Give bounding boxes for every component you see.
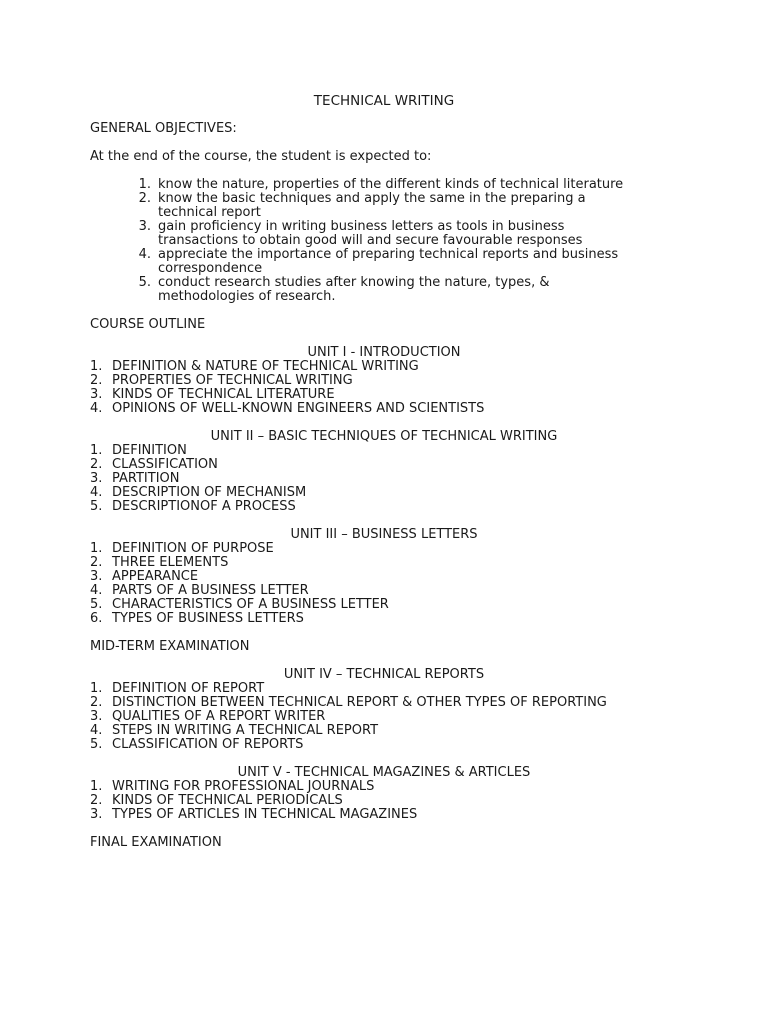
document-title: TECHNICAL WRITING xyxy=(313,93,455,109)
item-number: 2. xyxy=(90,793,103,808)
item-text: DEFINITION xyxy=(112,443,187,458)
item-text: KINDS OF TECHNICAL PERIODICALS xyxy=(112,793,343,808)
objective-text-continued: transactions to obtain good will and secure favourable responses xyxy=(158,233,583,248)
item-text: THREE ELEMENTS xyxy=(112,555,229,570)
unit-title: UNIT II – BASIC TECHNIQUES OF TECHNICAL WRITING xyxy=(210,429,558,444)
objective-text: gain proficiency in writing business letters as tools in business xyxy=(158,219,565,234)
intro-text: At the end of the course, the student is expected to: xyxy=(90,149,432,164)
item-number: 1. xyxy=(90,359,103,374)
item-text: DEFINITION OF PURPOSE xyxy=(112,541,274,556)
item-text: TYPES OF ARTICLES IN TECHNICAL MAGAZINES xyxy=(112,807,418,822)
item-text: PROPERTIES OF TECHNICAL WRITING xyxy=(112,373,353,388)
item-text: DEFINITION & NATURE OF TECHNICAL WRITING xyxy=(112,359,419,374)
item-number: 3. xyxy=(90,569,103,584)
item-text: DISTINCTION BETWEEN TECHNICAL REPORT & OTHER TYPES OF REPORTING xyxy=(112,695,607,710)
unit-title: UNIT I - INTRODUCTION xyxy=(307,345,461,360)
item-number: 2. xyxy=(90,373,103,388)
item-text: DESCRIPTIONOF A PROCESS xyxy=(112,499,296,514)
item-text: CLASSIFICATION xyxy=(112,457,218,472)
objective-number: 4. xyxy=(138,247,151,262)
item-number: 4. xyxy=(90,583,103,598)
objective-number: 3. xyxy=(138,219,151,234)
item-text: KINDS OF TECHNICAL LITERATURE xyxy=(112,387,335,402)
item-number: 2. xyxy=(90,555,103,570)
item-number: 1. xyxy=(90,443,103,458)
objective-text: know the nature, properties of the different kinds of technical literature xyxy=(158,177,624,192)
item-number: 1. xyxy=(90,779,103,794)
item-text: PARTS OF A BUSINESS LETTER xyxy=(112,583,309,598)
objective-text: appreciate the importance of preparing technical reports and business xyxy=(158,247,619,262)
general-objectives-heading: GENERAL OBJECTIVES: xyxy=(90,121,237,136)
objective-number: 5. xyxy=(138,275,151,290)
unit-title: UNIT III – BUSINESS LETTERS xyxy=(290,527,478,542)
midterm-exam-heading: MID-TERM EXAMINATION xyxy=(90,639,250,654)
objective-text-continued: methodologies of research. xyxy=(158,289,336,304)
item-number: 3. xyxy=(90,709,103,724)
item-number: 5. xyxy=(90,499,103,514)
objective-text: conduct research studies after knowing the nature, types, & xyxy=(158,275,550,290)
item-number: 2. xyxy=(90,457,103,472)
item-number: 5. xyxy=(90,737,103,752)
item-text: APPEARANCE xyxy=(112,569,199,584)
item-text: DEFINITION OF REPORT xyxy=(112,681,265,696)
item-number: 3. xyxy=(90,387,103,402)
item-number: 6. xyxy=(90,611,103,626)
unit-title: UNIT IV – TECHNICAL REPORTS xyxy=(283,667,485,682)
item-text: QUALITIES OF A REPORT WRITER xyxy=(112,709,326,724)
item-text: DESCRIPTION OF MECHANISM xyxy=(112,485,307,500)
item-text: PARTITION xyxy=(112,471,180,486)
item-number: 3. xyxy=(90,471,103,486)
item-text: STEPS IN WRITING A TECHNICAL REPORT xyxy=(112,723,379,738)
course-outline-heading: COURSE OUTLINE xyxy=(90,317,206,332)
item-number: 4. xyxy=(90,401,103,416)
item-number: 4. xyxy=(90,723,103,738)
item-number: 3. xyxy=(90,807,103,822)
unit-title: UNIT V - TECHNICAL MAGAZINES & ARTICLES xyxy=(237,765,531,780)
objective-text-continued: technical report xyxy=(158,205,261,220)
item-text: CLASSIFICATION OF REPORTS xyxy=(112,737,304,752)
item-text: TYPES OF BUSINESS LETTERS xyxy=(112,611,304,626)
objective-number: 1. xyxy=(138,177,151,192)
item-text: CHARACTERISTICS OF A BUSINESS LETTER xyxy=(112,597,389,612)
objective-text-continued: correspondence xyxy=(158,261,263,276)
item-number: 5. xyxy=(90,597,103,612)
item-text: WRITING FOR PROFESSIONAL JOURNALS xyxy=(112,779,375,794)
objective-number: 2. xyxy=(138,191,151,206)
item-number: 4. xyxy=(90,485,103,500)
item-number: 2. xyxy=(90,695,103,710)
item-text: OPINIONS OF WELL-KNOWN ENGINEERS AND SCIENTISTS xyxy=(112,401,485,416)
final-exam-heading: FINAL EXAMINATION xyxy=(90,835,222,850)
item-number: 1. xyxy=(90,681,103,696)
objective-text: know the basic techniques and apply the same in the preparing a xyxy=(158,191,586,206)
item-number: 1. xyxy=(90,541,103,556)
